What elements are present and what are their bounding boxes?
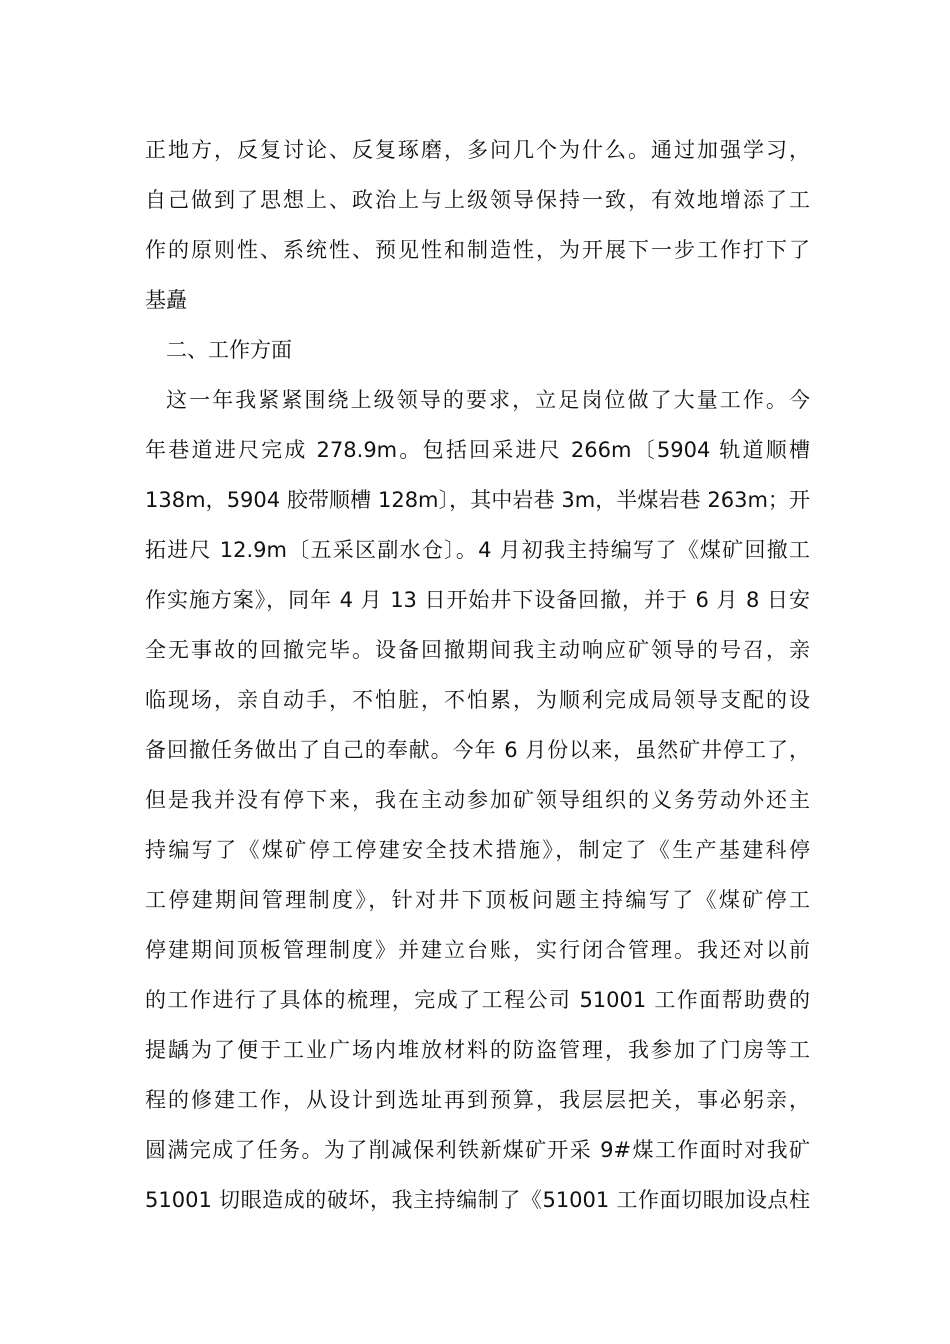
text-line: 基矗 <box>145 288 187 312</box>
text-line: 停建期间顶板管理制度》并建立台账，实行闭合管理。我还对以前 <box>145 938 810 962</box>
text-line: 持编写了《煤矿停工停建安全技术措施》，制定了《生产基建科停 <box>145 838 810 862</box>
text-line: 但是我并没有停下来，我在主动参加矿领导组织的义务劳动外还主 <box>145 788 810 812</box>
text-line: 138m，5904 胶带顺槽 128m〕，其中岩巷 3m，半煤岩巷 263m；开 <box>145 488 810 512</box>
text-line: 51001 切眼造成的破坏，我主持编制了《51001 工作面切眼加设点柱 <box>145 1188 810 1212</box>
text-line: 临现场，亲自动手，不怕脏，不怕累，为顺利完成局领导支配的设 <box>145 688 810 712</box>
body-text <box>145 125 810 1225</box>
text-line: 自己做到了思想上、政治上与上级领导保持一致，有效地增添了工 <box>145 188 810 212</box>
text-line: 提龋为了便于工业广场内堆放材料的防盗管理，我参加了门房等工 <box>145 1038 810 1062</box>
text-line: 程的修建工作，从设计到选址再到预算，我层层把关，事必躬亲， <box>145 1088 810 1112</box>
text-line: 圆满完成了任务。为了削减保利铁新煤矿开采 9#煤工作面时对我矿 <box>145 1138 810 1162</box>
text-line: 的工作进行了具体的梳理，完成了工程公司 51001 工作面帮助费的 <box>145 988 810 1012</box>
section-heading: 二、工作方面 <box>166 338 292 362</box>
text-line: 作实施方案》，同年 4 月 13 日开始井下设备回撤，并于 6 月 8 日安 <box>145 588 810 612</box>
text-line: 工停建期间管理制度》，针对井下顶板问题主持编写了《煤矿停工 <box>145 888 810 912</box>
text-line: 年巷道进尺完成 278.9m。包括回采进尺 266m〔5904 轨道顺槽 <box>145 438 810 462</box>
text-line: 备回撤任务做出了自己的奉献。今年 6 月份以来，虽然矿井停工了， <box>145 738 810 762</box>
text-line: 作的原则性、系统性、预见性和制造性，为开展下一步工作打下了 <box>145 238 810 262</box>
text-line: 全无事故的回撤完毕。设备回撤期间我主动响应矿领导的号召，亲 <box>145 638 810 662</box>
text-line: 正地方，反复讨论、反复琢磨，多问几个为什么。通过加强学习， <box>145 138 810 162</box>
text-line: 拓进尺 12.9m〔五采区副水仓〕。4 月初我主持编写了《煤矿回撤工 <box>145 538 810 562</box>
text-line: 这一年我紧紧围绕上级领导的要求，立足岗位做了大量工作。今 <box>166 388 810 412</box>
